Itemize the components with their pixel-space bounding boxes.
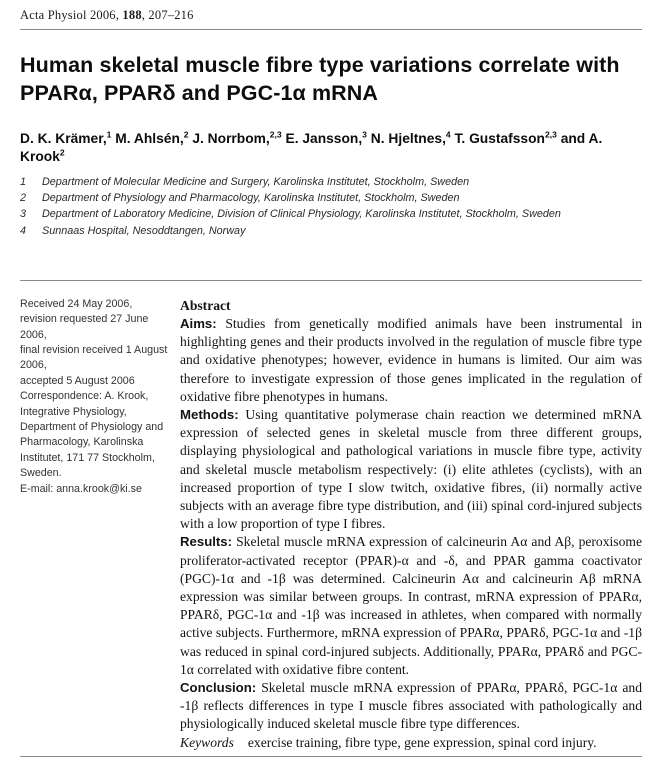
correspondence-address: Correspondence: A. Krook, Integrative Physiology, Department of Physiology and Pharmacology, Karolinska Institutet, 171 77 Stockholm, Sweden. [20, 390, 164, 480]
journal-volume: 188 [122, 8, 142, 22]
author-affil-sup: 4 [445, 129, 451, 140]
results-text: Skeletal muscle mRNA expression of calcineurin Aα and Aβ, peroxisome proliferator-activated receptor (PPAR)-α and -δ, and PPAR gamma coactivator (PGC)-1α and -1β was determined. Calcineurin Aα and calcineurin Aβ mRNA expression was similar between groups. In contrast, mRNA expression of PPARα, PPARδ, PGC-1α and -1β was increased in athletes, when compared with normally active subjects. Furthermore, mRNA expression of PPARα, PPARδ, PGC-1α and -1β was reduced in spinal cord-injured subjects. Additionally, PPARα, PPARδ and PGC-1α correlated with oxidative fibre content. [180, 534, 642, 677]
keywords-line [180, 734, 642, 752]
correspondence-email: E-mail: anna.krook@ki.se [20, 482, 142, 495]
abstract-results [180, 533, 642, 679]
author-affil-sup: 2 [183, 129, 189, 140]
accepted-line: accepted 5 August 2006 [20, 374, 135, 387]
conclusion-label: Conclusion: [180, 680, 257, 696]
affiliation-number: 2 [20, 192, 27, 205]
final-revision-line: final revision received 1 August 2006, [20, 344, 168, 372]
article-history-sidebar [20, 297, 172, 752]
author: N. Hjeltnes,$^4$ [366, 129, 451, 146]
abstract-conclusion [180, 679, 642, 734]
author: T. Gustafsson$^{2,3}$ [450, 129, 557, 146]
affiliation-number: 4 [20, 224, 27, 237]
author-affil-sup: 2 [59, 146, 65, 157]
section-divider [20, 280, 642, 281]
affiliation [20, 206, 642, 222]
affiliation-list [20, 174, 642, 239]
affiliation-text: Sunnaas Hospital, Nesoddtangen, Norway [42, 224, 246, 237]
abstract-methods [180, 406, 642, 533]
methods-text: Using quantitative polymerase chain reaction we determined mRNA expression of selected genes in skeletal muscle from three different groups, displaying physiological and pathological variations in muscle fibre type, activity and skeletal muscle metabolism respectively: (i) elite athletes (cyclists), with an increased proportion of type I slow twitch, oxidative fibres, (ii) normally active subjects with an average fibre type distribution, and (iii) spinal cord-injured subjects with a low proportion of type I fibres. [180, 407, 642, 532]
author-affil-sup: 3 [362, 129, 367, 140]
author: E. Jansson,$^3$ [281, 129, 367, 146]
author-affil-sup: 2,3 [544, 129, 557, 140]
affiliation-number: 1 [20, 176, 27, 188]
author: M. Ahlsén,$^2$ [111, 129, 189, 146]
author-list [20, 130, 620, 165]
article-title-line1: Human skeletal muscle fibre type variations correlate with [20, 53, 620, 77]
article-title-line2: PPARα, PPARδ and PGC-1α mRNA [20, 81, 379, 105]
journal-name-year: Acta Physiol 2006, [20, 8, 123, 22]
aims-label: Aims: [180, 316, 217, 332]
aims-text: Studies from genetically modified animals have been instrumental in highlighting genes and their products involved in the regulation of muscle fibre type and oxidative phenotypes; however, evidence in humans is limited. Our aim was therefore to investigate expression of those genes implicated in the regulation of oxidative fibre phenotypes in humans. [180, 316, 642, 404]
received-line: Received 24 May 2006, [20, 297, 133, 310]
affiliation-number: 3 [20, 208, 27, 221]
conclusion-text: Skeletal muscle mRNA expression of PPARα, PPARδ, PGC-1α and -1β reflects differences in type I muscle fibres associated with pathologically and physiologically induced skeletal muscle fibre type differences. [180, 680, 642, 732]
abstract-aims [180, 315, 642, 406]
affiliation [20, 174, 642, 190]
keywords-text: exercise training, fibre type, gene expression, spinal cord injury. [247, 734, 597, 750]
author: J. Norrbom,$^{2,3}$ [188, 129, 282, 146]
abstract-section [180, 297, 642, 752]
author: and A. Krook$^2$ [20, 131, 603, 164]
author-affil-sup: 2,3 [269, 129, 282, 140]
journal-citation [20, 8, 642, 23]
author: D. K. Krämer,$^1$ [20, 129, 112, 146]
affiliation-text: Department of Laboratory Medicine, Division of Clinical Physiology, Karolinska Institutet, Stockholm, Sweden [42, 208, 561, 221]
methods-label: Methods: [180, 407, 239, 423]
revision-requested-line: revision requested 27 June 2006, [20, 313, 149, 341]
affiliation [20, 223, 642, 239]
journal-pages: , 207–216 [141, 8, 194, 22]
article-title [20, 51, 642, 107]
results-label: Results: [180, 534, 233, 550]
author-affil-sup: 1 [106, 129, 112, 140]
main-content [20, 297, 642, 752]
affiliation-text: Department of Physiology and Pharmacology, Karolinska Institutet, Stockholm, Sweden [42, 192, 460, 205]
footer-divider [20, 756, 642, 757]
abstract-heading: Abstract [180, 297, 231, 313]
affiliation-text: Department of Molecular Medicine and Surgery, Karolinska Institutet, Stockholm, Sweden [42, 176, 470, 188]
keywords-label: Keywords [180, 734, 234, 750]
affiliation [20, 190, 642, 206]
header-divider [20, 29, 642, 30]
